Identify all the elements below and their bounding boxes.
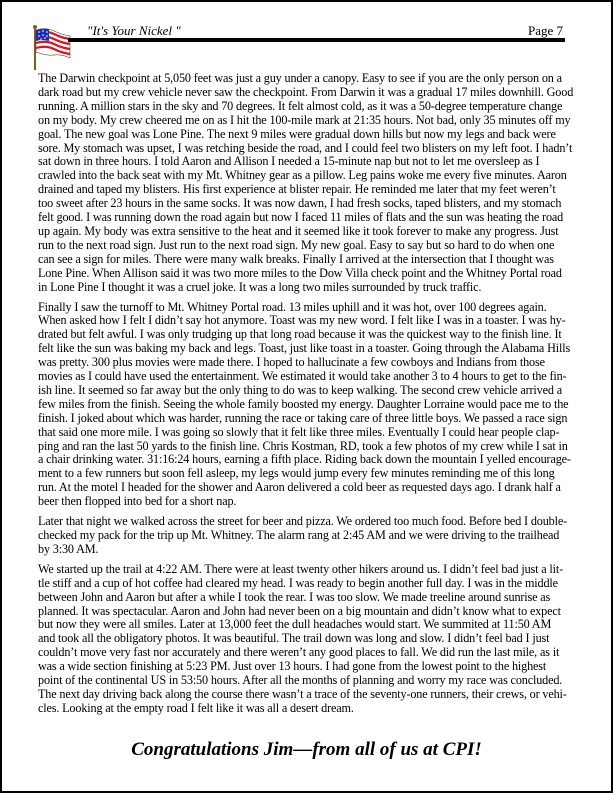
text-line: couldn’t move very fast nor accurately and there weren’t any good places to fall. We did run the last mile, as it bbox=[38, 645, 560, 660]
closing-message: Congratulations Jim—from all of us at CPI! bbox=[131, 739, 482, 760]
text-line: When asked how I felt I didn’t say hot anymore. Toast was my new word. I felt like I was in a toaster. I was hy- bbox=[38, 313, 566, 328]
page-number: Page 7 bbox=[528, 23, 564, 38]
text-line: ping and ran the last 50 yards to the finish line. Chris Kostman, RD, took a few photos of my crew while I sat in bbox=[38, 438, 568, 453]
text-line: We started up the trail at 4:22 AM. There were at least twenty other hikers around us. I didn’t feel bad just a lit- bbox=[38, 561, 564, 576]
text-line: in Lone Pine I thought it was a cruel joke. It was a long two miles surrounded by truck traffic. bbox=[38, 279, 482, 294]
text-line: few miles from the finish. Seeing the whole family boosted my energy. Daughter Lorraine would pace me to the bbox=[38, 396, 569, 411]
text-line: drained and taped my blisters. His first experience at blister repair. He reminded me later that my feet weren’t bbox=[38, 182, 556, 197]
text-line: dark road but my crew vehicle never saw the checkpoint. From Darwin it was a gradual 17 miles downhill. Good bbox=[38, 84, 574, 99]
text-line: sore. My stomach was upset, I was retching beside the road, and I could feel two blisters on my left foot. I hadn’t bbox=[38, 140, 573, 155]
text-line: up again. My body was extra sensitive to the heat and it seemed like it took forever to make any progress. Just bbox=[38, 223, 559, 238]
text-line: was pretty. 300 plus movies were made there. I hoped to hallucinate a few cowboys and Indians from those bbox=[38, 355, 545, 370]
text-line: between John and Aaron but after a while I took the rear. I was too slow. We made treeline around sunrise as bbox=[38, 589, 551, 604]
text-line: tle stiff and a cup of hot coffee had cleared my head. I was ready to begin another full day. I was in the middle bbox=[38, 575, 558, 590]
text-line: by 3:30 AM. bbox=[38, 541, 99, 556]
text-line: drated but felt awful. I was only trudging up that long road because it was the quickest way to the finish line. It bbox=[38, 327, 562, 342]
text-line: movies as I could have used the entertainment. We estimated it would take another 3 to 4 hours to get to the fin- bbox=[38, 369, 567, 384]
text-line: The next day driving back along the course there wasn’t a trace of the seventy-one runners, their crews, or vehi- bbox=[38, 686, 567, 701]
newsletter-title: "It's Your Nickel " bbox=[87, 23, 181, 38]
text-line: run to the next road sign. Just run to the next road sign. My new goal. Easy to say but so hard to do when one bbox=[38, 237, 555, 252]
text-line: too sweet after 23 hours in the same socks. It was now dawn, I had fresh socks, taped blisters, and my stomach bbox=[38, 196, 562, 211]
text-line: planned. It was spectacular. Aaron and John had never been on a big mountain and didn’t know what to expect bbox=[38, 603, 561, 618]
text-line: ish line. It seemed so far away but the only thing to do was to keep walking. The second crew vehicle arrived a bbox=[38, 382, 562, 397]
text-line: Lone Pine. When Allison said it was two more miles to the Dow Villa check point and the Whitney Portal road bbox=[38, 265, 562, 280]
paragraph bbox=[38, 72, 583, 295]
american-flag-icon bbox=[32, 24, 72, 72]
text-line: point of the continental US in 53:50 hours. After all the months of planning and worry my race was concluded. bbox=[38, 673, 563, 688]
text-line: and took all the obligatory photos. It was beautiful. The trail down was long and slow. I didn’t feel bad I just bbox=[38, 631, 550, 646]
paragraph bbox=[38, 301, 583, 510]
text-line: The Darwin checkpoint at 5,050 feet was just a guy under a canopy. Easy to see if you are the only person on a bbox=[38, 71, 562, 85]
paragraph bbox=[38, 563, 583, 716]
text-line: running. A million stars in the sky and 70 degrees. It felt almost cold, as it was a 50-degree temperature change bbox=[38, 98, 563, 113]
text-line: crawled into the back seat with my Mt. Whitney gear as a pillow. Leg pains woke me every five minutes. Aaron bbox=[38, 168, 567, 183]
text-line: a chair drinking water. 31:16:24 hours, earning a fifth place. Riding back down the mountain I yelled encourage- bbox=[38, 452, 571, 467]
text-line: was a wide section finishing at 5:23 PM. Just over 13 hours. I had gone from the lowest point to the highest bbox=[38, 659, 547, 674]
text-line: finish. I joked about which was harder, running the race or taking care of three little boys. We passed a race sign bbox=[38, 410, 568, 425]
text-line: checked my pack for the trip up Mt. Whitney. The alarm rang at 2:45 AM and we were driving to the trailhead bbox=[38, 528, 560, 542]
text-line: can see a sign for miles. There were many walk breaks. Finally I arrived at the intersection that I thought was bbox=[38, 251, 554, 266]
text-line: beer then flopped into bed for a short nap. bbox=[38, 494, 237, 509]
text-line: sat down in three hours. I told Aaron and Allison I needed a 15-minute nap but not to let me oversleep as I bbox=[38, 154, 540, 169]
text-line: felt good. I was running down the road again but now I faced 11 miles of flats and the sun was heating the road bbox=[38, 210, 564, 225]
text-line: felt like the sun was baking my back and legs. Toast, just like toast in a toaster. Going through the Alabama Hills bbox=[38, 341, 571, 356]
text-line: run. At the motel I headed for the shower and Aaron delivered a cold beer as requested days ago. I drank half a bbox=[38, 480, 561, 495]
text-line: Later that night we walked across the street for beer and pizza. We ordered too much food. Before bed I double- bbox=[38, 514, 568, 529]
text-line: cles. Looking at the empty road I felt like it was all a desert dream. bbox=[38, 700, 354, 715]
text-line: ment to a few runners but soon fell asleep, my legs would jump every few minutes reminding me of this long bbox=[38, 466, 555, 481]
text-line: on my body. My crew cheered me on as I hit the 100-mile mark at 21:35 hours. Not bad, only 35 minutes off my bbox=[38, 112, 571, 127]
text-line: Finally I saw the turnoff to Mt. Whitney Portal road. 13 miles uphill and it was hot, over 100 degrees again. bbox=[38, 299, 547, 314]
paragraph bbox=[38, 515, 583, 557]
article-body bbox=[38, 72, 583, 722]
text-line: that said one more mile. I was going so slowly that it felt like three miles. Eventually I could hear people clap- bbox=[38, 424, 560, 439]
text-line: goal. The new goal was Lone Pine. The next 9 miles were gradual down hills but now my legs and back were bbox=[38, 126, 556, 141]
text-line: but now they were all smiles. Later at 13,000 feet the dull headaches would start. We summited at 11:50 AM bbox=[38, 617, 552, 632]
header-rule bbox=[68, 38, 565, 42]
